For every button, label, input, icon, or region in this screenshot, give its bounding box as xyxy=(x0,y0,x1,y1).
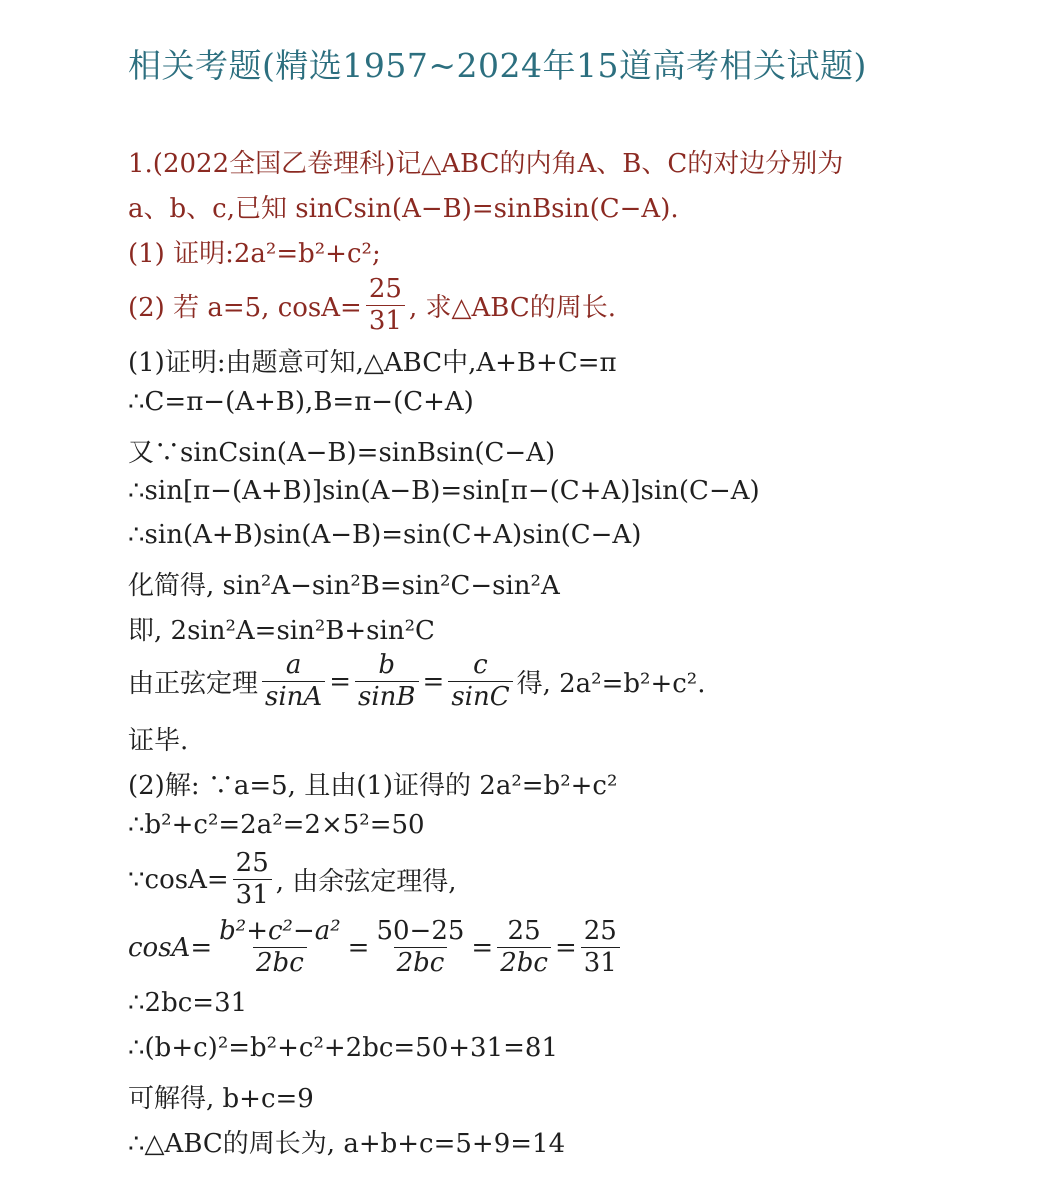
solution-line-15: ∴(b+c)²=b²+c²+2bc=50+31=81 xyxy=(128,1033,559,1063)
solution-line-11: ∴b²+c²=2a²=2×5²=50 xyxy=(128,810,425,840)
solution-line-13 xyxy=(128,918,624,978)
solution-line-12 xyxy=(128,850,457,910)
fraction-50-25 xyxy=(373,918,467,978)
solution-line-17: ∴△ABC的周长为, a+b+c=5+9=14 xyxy=(128,1129,566,1159)
fraction-numerator: b xyxy=(378,650,396,680)
cosA-label: cosA= xyxy=(128,932,213,963)
question-part-2-text: (2) 若 a=5, cosA= xyxy=(128,293,362,324)
fraction-denominator: 2bc xyxy=(253,947,307,977)
fraction-numerator: c xyxy=(473,650,488,680)
question-line-1: 1.(2022全国乙卷理科)记△ABC的内角A、B、C的对边分别为 xyxy=(128,149,844,179)
fraction-denominator: sinB xyxy=(355,681,419,711)
fraction-c-sinC xyxy=(448,652,512,712)
fraction-numerator: b²+c²−a² xyxy=(219,916,341,946)
fraction-denominator: 31 xyxy=(233,879,272,909)
fraction-25-31-result xyxy=(581,918,620,978)
solution-line-1: (1)证明:由题意可知,△ABC中,A+B+C=π xyxy=(128,348,617,378)
question-part-1: (1) 证明:2a²=b²+c²; xyxy=(128,239,381,269)
fraction-numerator: 50−25 xyxy=(376,916,465,946)
solution-line-16: 可解得, b+c=9 xyxy=(128,1084,314,1114)
fraction-25-2bc xyxy=(497,918,551,978)
question-part-2-end: , 求△ABC的周长. xyxy=(408,293,616,324)
equals-sign: = xyxy=(471,932,494,963)
solution-line-2: ∴C=π−(A+B),B=π−(C+A) xyxy=(128,387,474,417)
solution-line-8 xyxy=(128,652,706,712)
question-part-2 xyxy=(128,276,616,336)
fraction-a-sinA xyxy=(262,652,325,712)
fraction-cosine-law xyxy=(216,918,344,978)
fraction-denominator: sinC xyxy=(448,681,512,711)
fraction-25-31 xyxy=(233,850,272,910)
fraction-b-sinB xyxy=(355,652,419,712)
page-title: 相关考题(精选1957~2024年15道高考相关试题) xyxy=(128,46,867,85)
fraction-denominator: 2bc xyxy=(394,947,448,977)
fraction-denominator: 2bc xyxy=(497,947,551,977)
solution-line-9: 证毕. xyxy=(128,726,189,756)
solution-line-10: (2)解: ∵a=5, 且由(1)证得的 2a²=b²+c² xyxy=(128,771,618,801)
fraction-denominator: 31 xyxy=(581,947,620,977)
cosine-law-text: , 由余弦定理得, xyxy=(275,867,457,898)
solution-line-7: 即, 2sin²A=sin²B+sin²C xyxy=(128,616,435,646)
question-fraction xyxy=(366,276,405,336)
fraction-numerator: 25 xyxy=(583,916,617,946)
equals-sign: = xyxy=(554,932,577,963)
sine-law-result: 得, 2a²=b²+c². xyxy=(516,669,706,700)
equals-sign: = xyxy=(329,666,351,697)
fraction-numerator: 25 xyxy=(368,274,402,304)
solution-line-3: 又∵sinCsin(A−B)=sinBsin(C−A) xyxy=(128,438,556,468)
cosA-given-text: ∵cosA= xyxy=(128,864,229,895)
fraction-numerator: 25 xyxy=(507,916,541,946)
sine-law-text: 由正弦定理 xyxy=(128,669,259,700)
fraction-numerator: a xyxy=(285,650,302,680)
solution-line-5: ∴sin(A+B)sin(A−B)=sin(C+A)sin(C−A) xyxy=(128,520,642,550)
solution-line-14: ∴2bc=31 xyxy=(128,988,248,1018)
equals-sign: = xyxy=(347,932,370,963)
equals-sign: = xyxy=(422,666,445,697)
question-line-2: a、b、c,已知 sinCsin(A−B)=sinBsin(C−A). xyxy=(128,194,679,224)
fraction-numerator: 25 xyxy=(235,848,269,878)
solution-line-4: ∴sin[π−(A+B)]sin(A−B)=sin[π−(C+A)]sin(C−A) xyxy=(128,476,760,506)
fraction-denominator: sinA xyxy=(262,681,325,711)
solution-line-6: 化简得, sin²A−sin²B=sin²C−sin²A xyxy=(128,571,560,601)
fraction-denominator: 31 xyxy=(366,305,405,335)
